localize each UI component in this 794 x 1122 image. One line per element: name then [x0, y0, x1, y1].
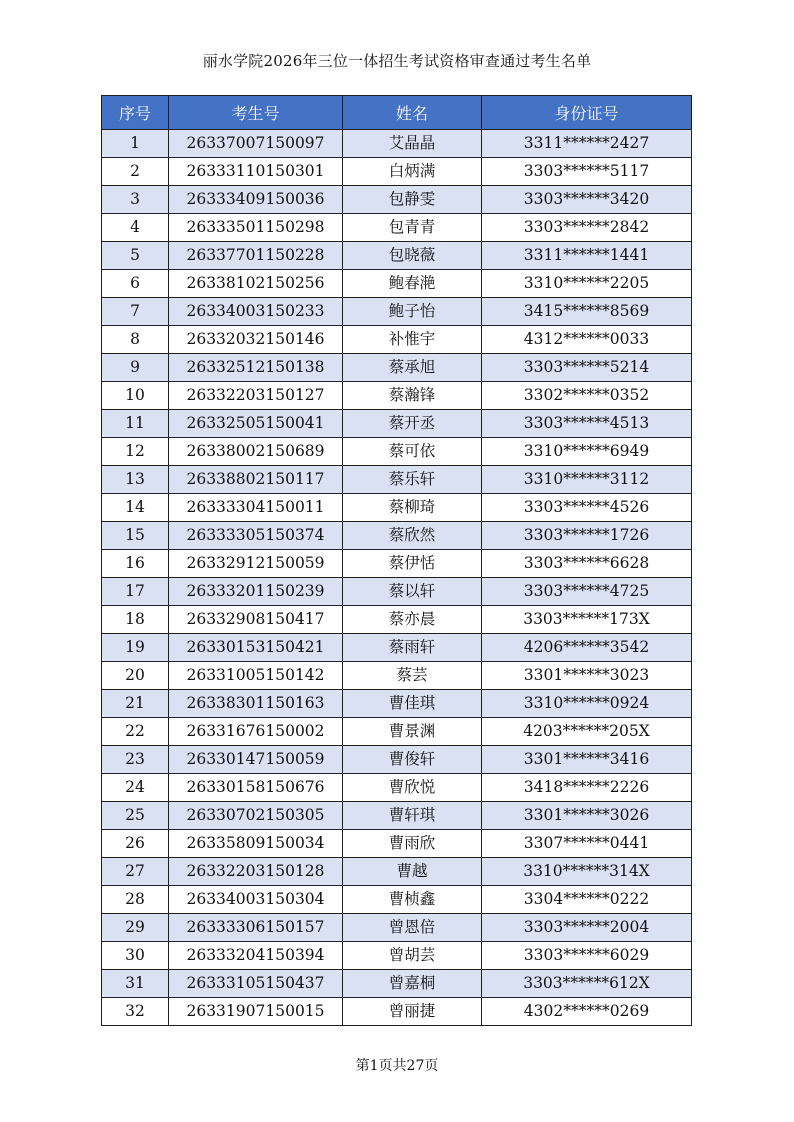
cell-name: 蔡瀚锋	[343, 382, 482, 410]
cell-index: 26	[102, 830, 169, 858]
cell-index: 13	[102, 466, 169, 494]
cell-index: 4	[102, 214, 169, 242]
table-row	[102, 774, 692, 802]
cell-index: 11	[102, 410, 169, 438]
cell-index: 29	[102, 914, 169, 942]
table-row	[102, 298, 692, 326]
cell-exam-number: 26331676150002	[169, 718, 343, 746]
cell-name: 蔡开丞	[343, 410, 482, 438]
cell-name: 蔡柳琦	[343, 494, 482, 522]
cell-name: 曾恩倍	[343, 914, 482, 942]
table-row	[102, 270, 692, 298]
cell-exam-number: 26333409150036	[169, 186, 343, 214]
cell-index: 15	[102, 522, 169, 550]
cell-id-number: 3310******314X	[482, 858, 692, 886]
cell-exam-number: 26333204150394	[169, 942, 343, 970]
cell-exam-number: 26330702150305	[169, 802, 343, 830]
table-header-row	[102, 96, 692, 130]
table-row	[102, 998, 692, 1026]
cell-exam-number: 26333305150374	[169, 522, 343, 550]
cell-name: 曾丽捷	[343, 998, 482, 1026]
cell-exam-number: 26330147150059	[169, 746, 343, 774]
cell-index: 3	[102, 186, 169, 214]
cell-id-number: 3310******0924	[482, 690, 692, 718]
cell-index: 18	[102, 606, 169, 634]
cell-id-number: 3303******612X	[482, 970, 692, 998]
cell-index: 22	[102, 718, 169, 746]
cell-name: 曹景渊	[343, 718, 482, 746]
cell-name: 曹越	[343, 858, 482, 886]
cell-name: 白炳满	[343, 158, 482, 186]
cell-exam-number: 26337701150228	[169, 242, 343, 270]
cell-exam-number: 26330158150676	[169, 774, 343, 802]
cell-id-number: 3303******6029	[482, 942, 692, 970]
cell-exam-number: 26332512150138	[169, 354, 343, 382]
cell-id-number: 3303******173X	[482, 606, 692, 634]
cell-id-number: 4302******0269	[482, 998, 692, 1026]
table-row	[102, 382, 692, 410]
cell-index: 8	[102, 326, 169, 354]
cell-index: 6	[102, 270, 169, 298]
cell-exam-number: 26332203150127	[169, 382, 343, 410]
cell-exam-number: 26333110150301	[169, 158, 343, 186]
cell-index: 14	[102, 494, 169, 522]
cell-id-number: 3303******2842	[482, 214, 692, 242]
table-row	[102, 830, 692, 858]
table-row	[102, 242, 692, 270]
table-row	[102, 158, 692, 186]
cell-index: 9	[102, 354, 169, 382]
table-row	[102, 354, 692, 382]
cell-name: 蔡以轩	[343, 578, 482, 606]
table-body	[102, 130, 692, 1026]
cell-index: 27	[102, 858, 169, 886]
table-row	[102, 634, 692, 662]
cell-exam-number: 26338301150163	[169, 690, 343, 718]
cell-id-number: 3307******0441	[482, 830, 692, 858]
cell-exam-number: 26338102150256	[169, 270, 343, 298]
cell-name: 蔡亦晨	[343, 606, 482, 634]
table-row	[102, 522, 692, 550]
cell-name: 鲍春滟	[343, 270, 482, 298]
cell-index: 19	[102, 634, 169, 662]
table-row	[102, 746, 692, 774]
cell-id-number: 3303******6628	[482, 550, 692, 578]
table-row	[102, 662, 692, 690]
cell-name: 蔡欣然	[343, 522, 482, 550]
table-row	[102, 130, 692, 158]
cell-name: 蔡乐轩	[343, 466, 482, 494]
cell-index: 32	[102, 998, 169, 1026]
cell-exam-number: 26338802150117	[169, 466, 343, 494]
cell-index: 12	[102, 438, 169, 466]
header-id-number: 身份证号	[482, 96, 692, 130]
table-row	[102, 438, 692, 466]
cell-name: 蔡承旭	[343, 354, 482, 382]
cell-id-number: 4312******0033	[482, 326, 692, 354]
header-name: 姓名	[343, 96, 482, 130]
cell-id-number: 3310******3112	[482, 466, 692, 494]
cell-name: 曹雨欣	[343, 830, 482, 858]
cell-index: 28	[102, 886, 169, 914]
cell-index: 10	[102, 382, 169, 410]
cell-index: 20	[102, 662, 169, 690]
cell-id-number: 3301******3026	[482, 802, 692, 830]
cell-name: 蔡雨轩	[343, 634, 482, 662]
cell-name: 包青青	[343, 214, 482, 242]
cell-name: 蔡可依	[343, 438, 482, 466]
cell-id-number: 3303******2004	[482, 914, 692, 942]
cell-name: 蔡伊恬	[343, 550, 482, 578]
cell-index: 1	[102, 130, 169, 158]
cell-index: 24	[102, 774, 169, 802]
cell-index: 23	[102, 746, 169, 774]
cell-exam-number: 26335809150034	[169, 830, 343, 858]
cell-index: 2	[102, 158, 169, 186]
cell-index: 21	[102, 690, 169, 718]
cell-index: 30	[102, 942, 169, 970]
table-row	[102, 970, 692, 998]
cell-index: 25	[102, 802, 169, 830]
table-row	[102, 326, 692, 354]
cell-id-number: 3303******5214	[482, 354, 692, 382]
cell-exam-number: 26334003150233	[169, 298, 343, 326]
table-row	[102, 858, 692, 886]
cell-id-number: 3311******1441	[482, 242, 692, 270]
table-row	[102, 942, 692, 970]
candidate-table	[101, 95, 692, 1026]
cell-exam-number: 26333304150011	[169, 494, 343, 522]
cell-exam-number: 26333501150298	[169, 214, 343, 242]
table-row	[102, 578, 692, 606]
cell-index: 7	[102, 298, 169, 326]
cell-id-number: 3303******1726	[482, 522, 692, 550]
cell-index: 16	[102, 550, 169, 578]
table-row	[102, 914, 692, 942]
cell-id-number: 3301******3023	[482, 662, 692, 690]
table-row	[102, 214, 692, 242]
cell-exam-number: 26330153150421	[169, 634, 343, 662]
cell-name: 曹桢鑫	[343, 886, 482, 914]
table-row	[102, 886, 692, 914]
table-row	[102, 186, 692, 214]
cell-name: 艾晶晶	[343, 130, 482, 158]
cell-id-number: 4206******3542	[482, 634, 692, 662]
cell-exam-number: 26332908150417	[169, 606, 343, 634]
table-row	[102, 550, 692, 578]
cell-id-number: 3303******3420	[482, 186, 692, 214]
cell-name: 鲍子怡	[343, 298, 482, 326]
cell-exam-number: 26337007150097	[169, 130, 343, 158]
page-title: 丽水学院2026年三位一体招生考试资格审查通过考生名单	[202, 52, 592, 70]
cell-exam-number: 26333201150239	[169, 578, 343, 606]
cell-id-number: 3303******4725	[482, 578, 692, 606]
cell-name: 曾胡芸	[343, 942, 482, 970]
cell-id-number: 3418******2226	[482, 774, 692, 802]
cell-id-number: 3302******0352	[482, 382, 692, 410]
cell-id-number: 3303******4513	[482, 410, 692, 438]
cell-exam-number: 26331005150142	[169, 662, 343, 690]
cell-id-number: 3304******0222	[482, 886, 692, 914]
cell-name: 包静雯	[343, 186, 482, 214]
header-index: 序号	[102, 96, 169, 130]
cell-id-number: 3310******6949	[482, 438, 692, 466]
cell-index: 31	[102, 970, 169, 998]
cell-id-number: 3301******3416	[482, 746, 692, 774]
cell-name: 曾嘉桐	[343, 970, 482, 998]
table-row	[102, 466, 692, 494]
cell-id-number: 3303******4526	[482, 494, 692, 522]
cell-exam-number: 26333306150157	[169, 914, 343, 942]
cell-name: 曹欣悦	[343, 774, 482, 802]
cell-exam-number: 26334003150304	[169, 886, 343, 914]
table-row	[102, 494, 692, 522]
cell-index: 5	[102, 242, 169, 270]
table-row	[102, 606, 692, 634]
cell-exam-number: 26338002150689	[169, 438, 343, 466]
cell-exam-number: 26332912150059	[169, 550, 343, 578]
table-row	[102, 718, 692, 746]
cell-exam-number: 26333105150437	[169, 970, 343, 998]
page-footer: 第1页共27页	[355, 1058, 439, 1074]
cell-index: 17	[102, 578, 169, 606]
cell-name: 蔡芸	[343, 662, 482, 690]
table-row	[102, 410, 692, 438]
cell-id-number: 4203******205X	[482, 718, 692, 746]
cell-name: 曹轩琪	[343, 802, 482, 830]
cell-name: 曹佳琪	[343, 690, 482, 718]
cell-name: 曹俊轩	[343, 746, 482, 774]
cell-exam-number: 26332032150146	[169, 326, 343, 354]
cell-id-number: 3310******2205	[482, 270, 692, 298]
cell-exam-number: 26332505150041	[169, 410, 343, 438]
cell-id-number: 3415******8569	[482, 298, 692, 326]
cell-id-number: 3311******2427	[482, 130, 692, 158]
cell-id-number: 3303******5117	[482, 158, 692, 186]
cell-exam-number: 26331907150015	[169, 998, 343, 1026]
table-row	[102, 690, 692, 718]
cell-name: 包晓薇	[343, 242, 482, 270]
cell-exam-number: 26332203150128	[169, 858, 343, 886]
cell-name: 补惟宇	[343, 326, 482, 354]
header-exam-number: 考生号	[169, 96, 343, 130]
table-row	[102, 802, 692, 830]
